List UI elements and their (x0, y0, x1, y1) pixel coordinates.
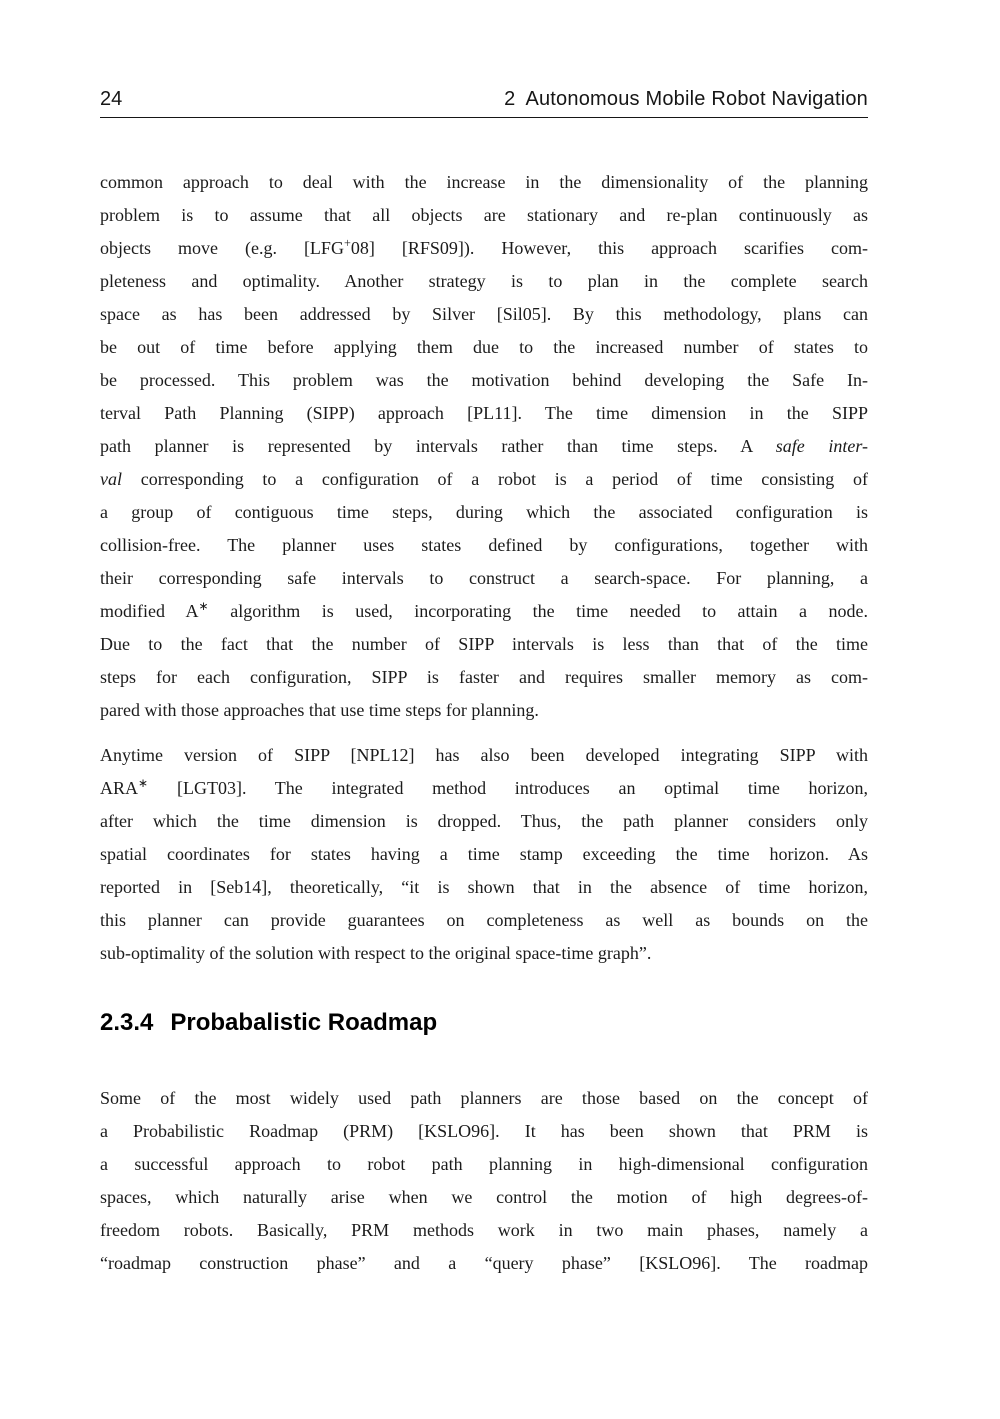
chapter-header (504, 86, 868, 112)
text-line: pleteness and optimality. Another strategy is to plan in the complete search (100, 271, 868, 291)
body-paragraph-1 (100, 166, 868, 727)
text-line: val corresponding to a configuration of a robot is a period of time consisting of (100, 469, 868, 489)
text-line: sub-optimality of the solution with respect to the original space-time graph”. (100, 943, 652, 963)
text-line: be out of time before applying them due to the increased number of states to (100, 337, 868, 357)
text-line: terval Path Planning (SIPP) approach [PL11]. The time dimension in the SIPP (100, 403, 868, 423)
body-paragraph-3 (100, 1082, 868, 1280)
text-line: a Probabilistic Roadmap (PRM) [KSLO96]. It has been shown that PRM is (100, 1121, 868, 1141)
text-line: Anytime version of SIPP [NPL12] has also been developed integrating SIPP with (100, 745, 868, 765)
text-line: pared with those approaches that use time steps for planning. (100, 700, 539, 720)
chapter-number: 2 (504, 88, 516, 110)
page-number: 24 (100, 88, 123, 110)
text-line: a group of contiguous time steps, during which the associated configuration is (100, 502, 868, 522)
chapter-title: Autonomous Mobile Robot Navigation (525, 88, 868, 110)
text-line: ARA∗ [LGT03]. The integrated method introduces an optimal time horizon, (100, 776, 868, 798)
text-line: this planner can provide guarantees on completeness as well as bounds on the (100, 910, 868, 930)
section-number: 2.3.4 (100, 1009, 154, 1036)
running-header (100, 86, 868, 112)
body-paragraph-2 (100, 739, 868, 970)
text-line: steps for each configuration, SIPP is faster and requires smaller memory as com- (100, 667, 868, 687)
section-heading (100, 1008, 868, 1038)
text-line: problem is to assume that all objects are stationary and re-plan continuously as (100, 205, 868, 225)
text-line: after which the time dimension is dropped. Thus, the path planner considers only (100, 811, 868, 831)
text-line: collision-free. The planner uses states defined by configurations, together with (100, 535, 868, 555)
text-line: spaces, which naturally arise when we control the motion of high degrees-of- (100, 1187, 868, 1207)
text-line: freedom robots. Basically, PRM methods work in two main phases, namely a (100, 1220, 868, 1240)
text-line: reported in [Seb14], theoretically, “it is shown that in the absence of time horizon, (100, 877, 868, 897)
text-line: “roadmap construction phase” and a “query phase” [KSLO96]. The roadmap (100, 1253, 868, 1273)
section-title: Probabalistic Roadmap (170, 1009, 438, 1036)
text-line: be processed. This problem was the motivation behind developing the Safe In- (100, 370, 868, 390)
text-line: path planner is represented by intervals rather than time steps. A safe inter- (100, 436, 868, 456)
text-line: spatial coordinates for states having a time stamp exceeding the time horizon. As (100, 844, 868, 864)
text-line: objects move (e.g. [LFG+08] [RFS09]). However, this approach scarifies com- (100, 236, 868, 258)
text-line: Due to the fact that the number of SIPP intervals is less than that of the time (100, 634, 868, 654)
text-line: modified A∗ algorithm is used, incorporating the time needed to attain a node. (100, 599, 868, 621)
text-line: their corresponding safe intervals to construct a search-space. For planning, a (100, 568, 868, 588)
text-line: space as has been addressed by Silver [Sil05]. By this methodology, plans can (100, 304, 868, 324)
text-line: Some of the most widely used path planners are those based on the concept of (100, 1088, 868, 1108)
header-rule (100, 117, 868, 118)
text-line: common approach to deal with the increase in the dimensionality of the planning (100, 172, 868, 192)
text-line: a successful approach to robot path planning in high-dimensional configuration (100, 1154, 868, 1174)
